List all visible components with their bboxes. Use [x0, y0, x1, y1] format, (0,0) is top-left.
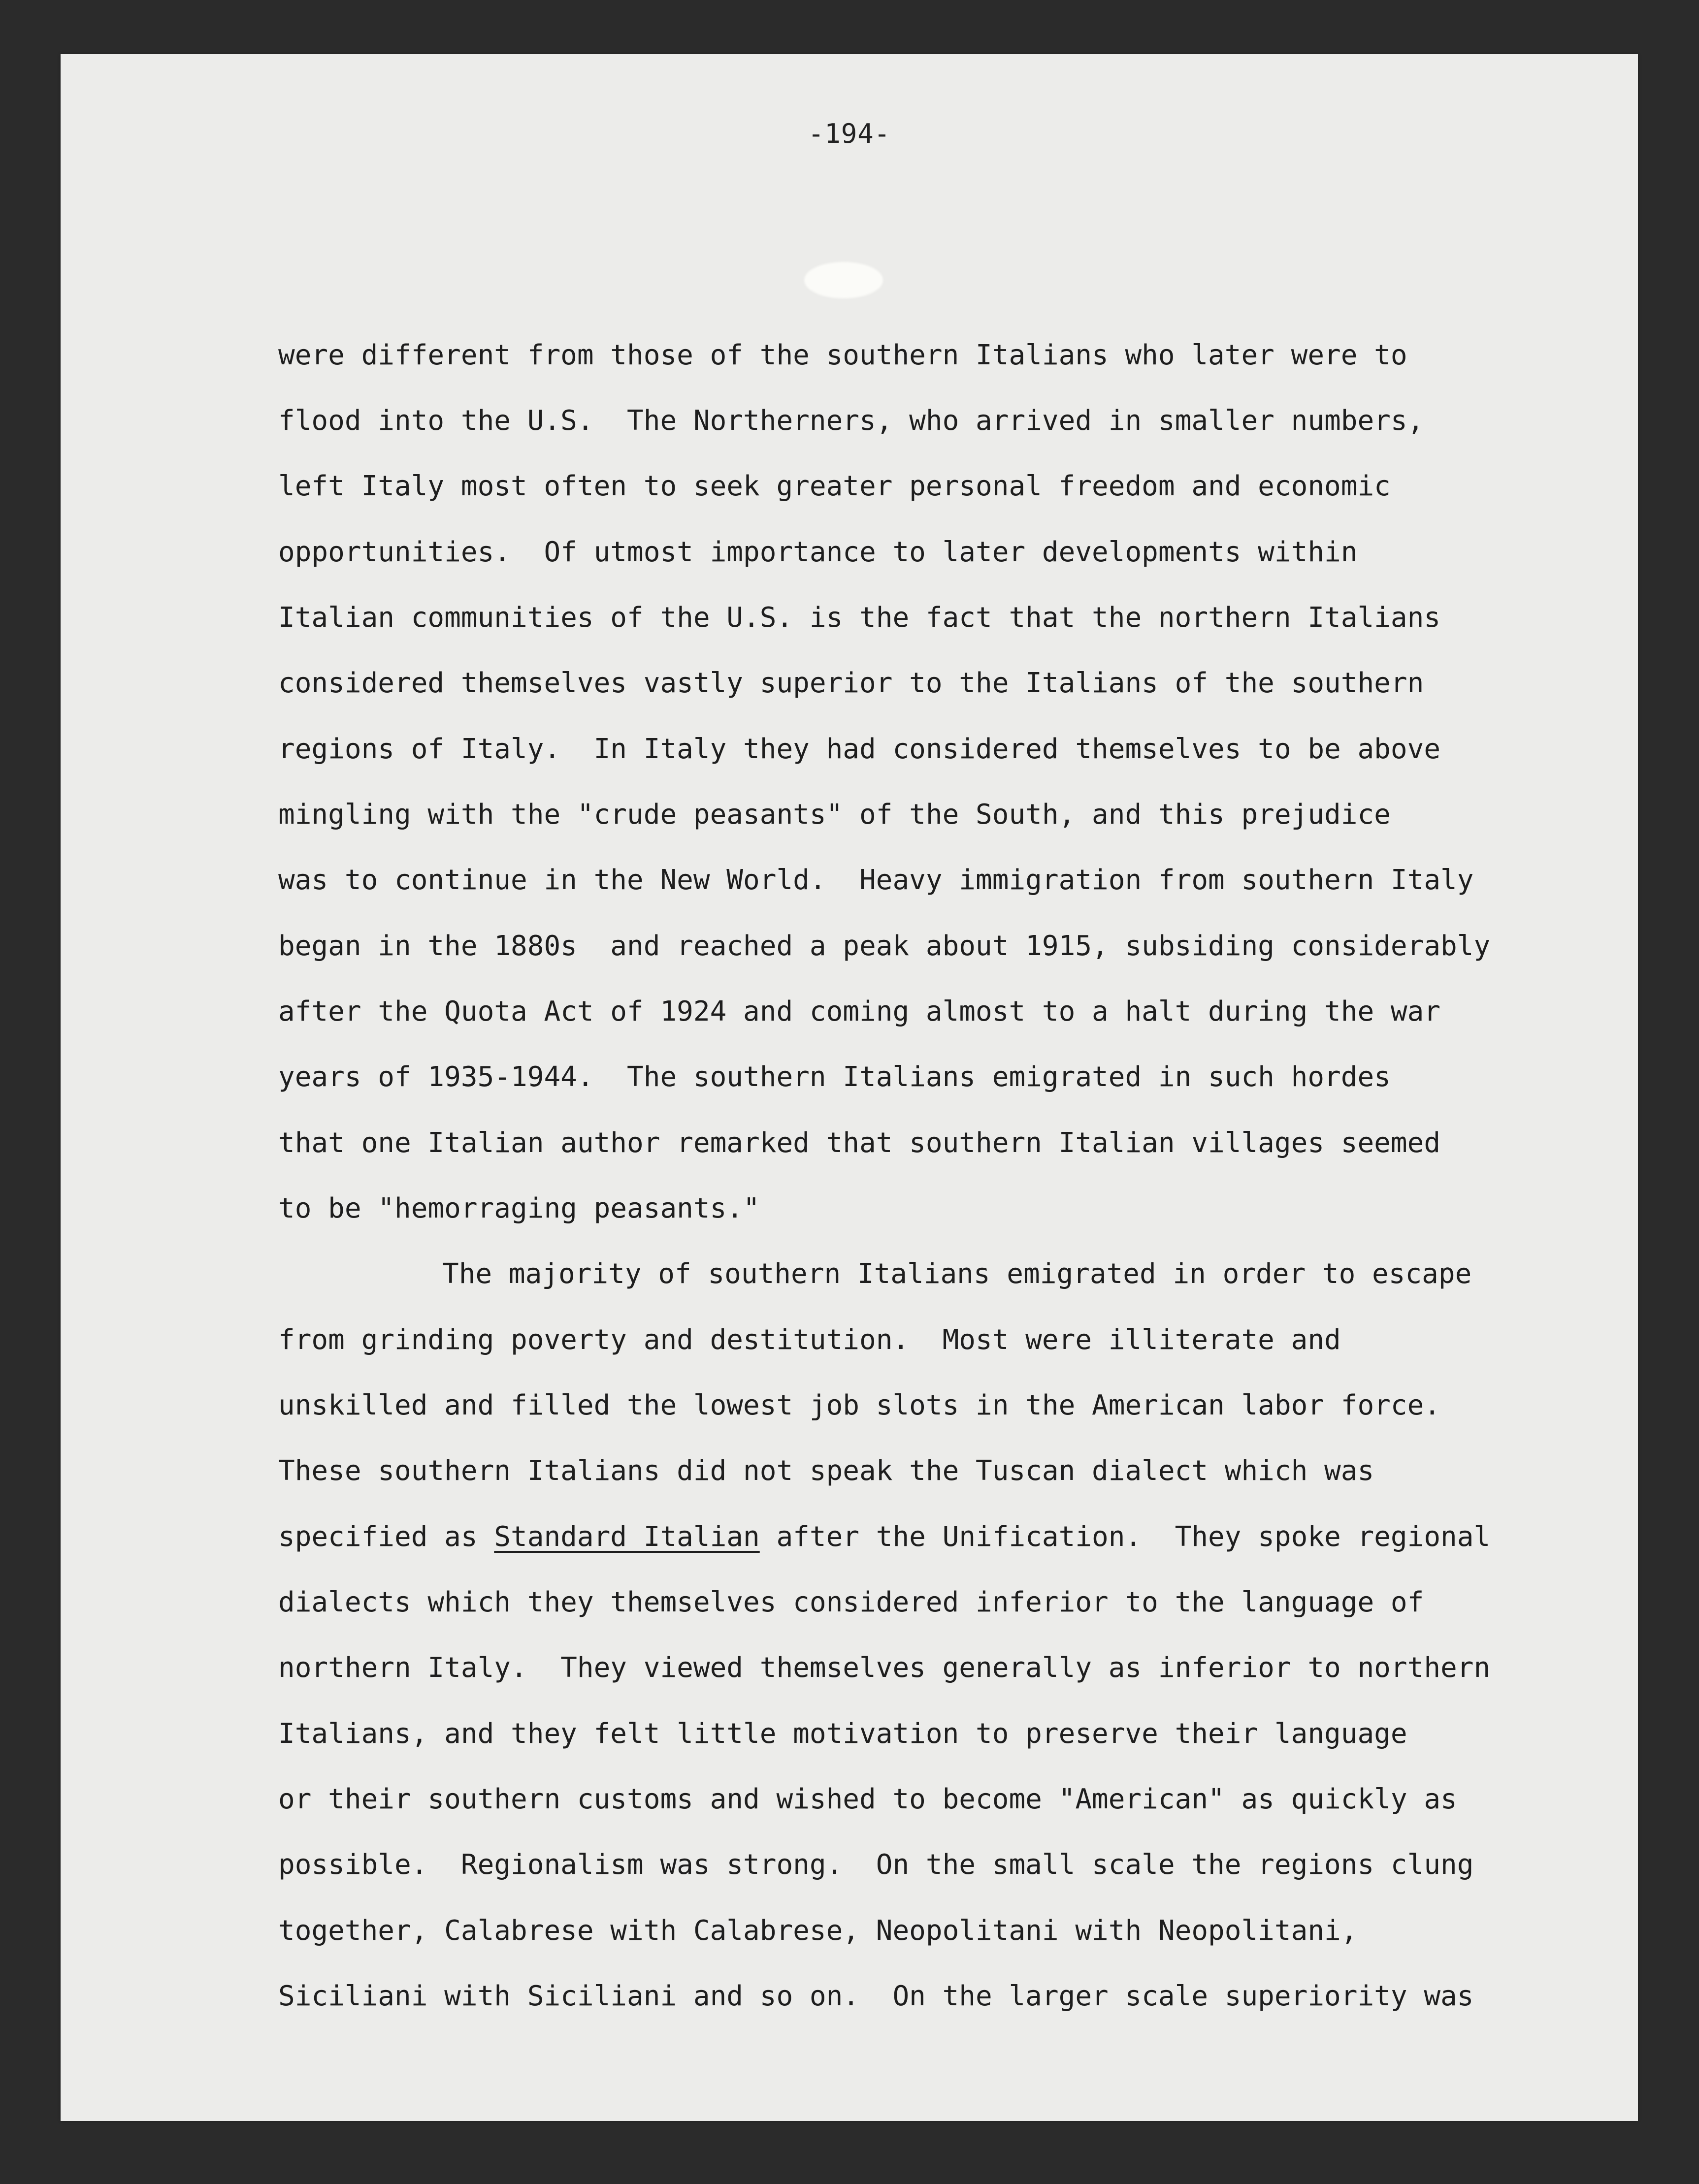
paper-smudge: [804, 262, 883, 298]
text-segment: specified as: [278, 1521, 494, 1553]
text-line: mingling with the "crude peasants" of the South, and this prejudice: [278, 799, 1391, 831]
text-line: Italian communities of the U.S. is the fact that the northern Italians: [278, 602, 1441, 634]
text-line: dialects which they themselves considered inferior to the language of: [278, 1586, 1424, 1618]
text-segment: after the Unification. They spoke regional: [759, 1521, 1491, 1553]
text-line: together, Calabrese with Calabrese, Neopolitani with Neopolitani,: [278, 1915, 1358, 1947]
text-line: Siciliani with Siciliani and so on. On the larger scale superiority was: [278, 1980, 1474, 2012]
text-line: to be "hemorraging peasants.": [278, 1192, 760, 1224]
text-line: or their southern customs and wished to become "American" as quickly as: [278, 1783, 1457, 1815]
text-line: after the Quota Act of 1924 and coming almost to a halt during the war: [278, 996, 1441, 1028]
paragraph-start-line: The majority of southern Italians emigrated in order to escape: [442, 1258, 1472, 1290]
page-number: -194-: [808, 118, 891, 149]
text-line: were different from those of the southern Italians who later were to: [278, 339, 1407, 371]
text-line: Italians, and they felt little motivation to preserve their language: [278, 1718, 1407, 1750]
text-line: opportunities. Of utmost importance to later developments within: [278, 536, 1358, 568]
text-line: from grinding poverty and destitution. Most were illiterate and: [278, 1324, 1341, 1356]
text-line: considered themselves vastly superior to the Italians of the southern: [278, 667, 1424, 699]
text-line: years of 1935-1944. The southern Italians emigrated in such hordes: [278, 1061, 1391, 1093]
document-page: [61, 54, 1638, 2121]
text-line: began in the 1880s and reached a peak about 1915, subsiding considerably: [278, 930, 1491, 962]
text-line: flood into the U.S. The Northerners, who arrived in smaller numbers,: [278, 405, 1424, 437]
text-line: that one Italian author remarked that southern Italian villages seemed: [278, 1127, 1441, 1159]
text-line-specified: [278, 1521, 1490, 1553]
text-line: northern Italy. They viewed themselves generally as inferior to northern: [278, 1652, 1491, 1684]
text-line: possible. Regionalism was strong. On the small scale the regions clung: [278, 1849, 1474, 1881]
text-line: These southern Italians did not speak the Tuscan dialect which was: [278, 1455, 1374, 1487]
text-line: regions of Italy. In Italy they had considered themselves to be above: [278, 733, 1441, 765]
underlined-term: Standard Italian: [494, 1521, 760, 1553]
text-line: unskilled and filled the lowest job slots in the American labor force.: [278, 1389, 1441, 1421]
text-line: left Italy most often to seek greater personal freedom and economic: [278, 470, 1391, 502]
text-line: was to continue in the New World. Heavy immigration from southern Italy: [278, 864, 1474, 896]
